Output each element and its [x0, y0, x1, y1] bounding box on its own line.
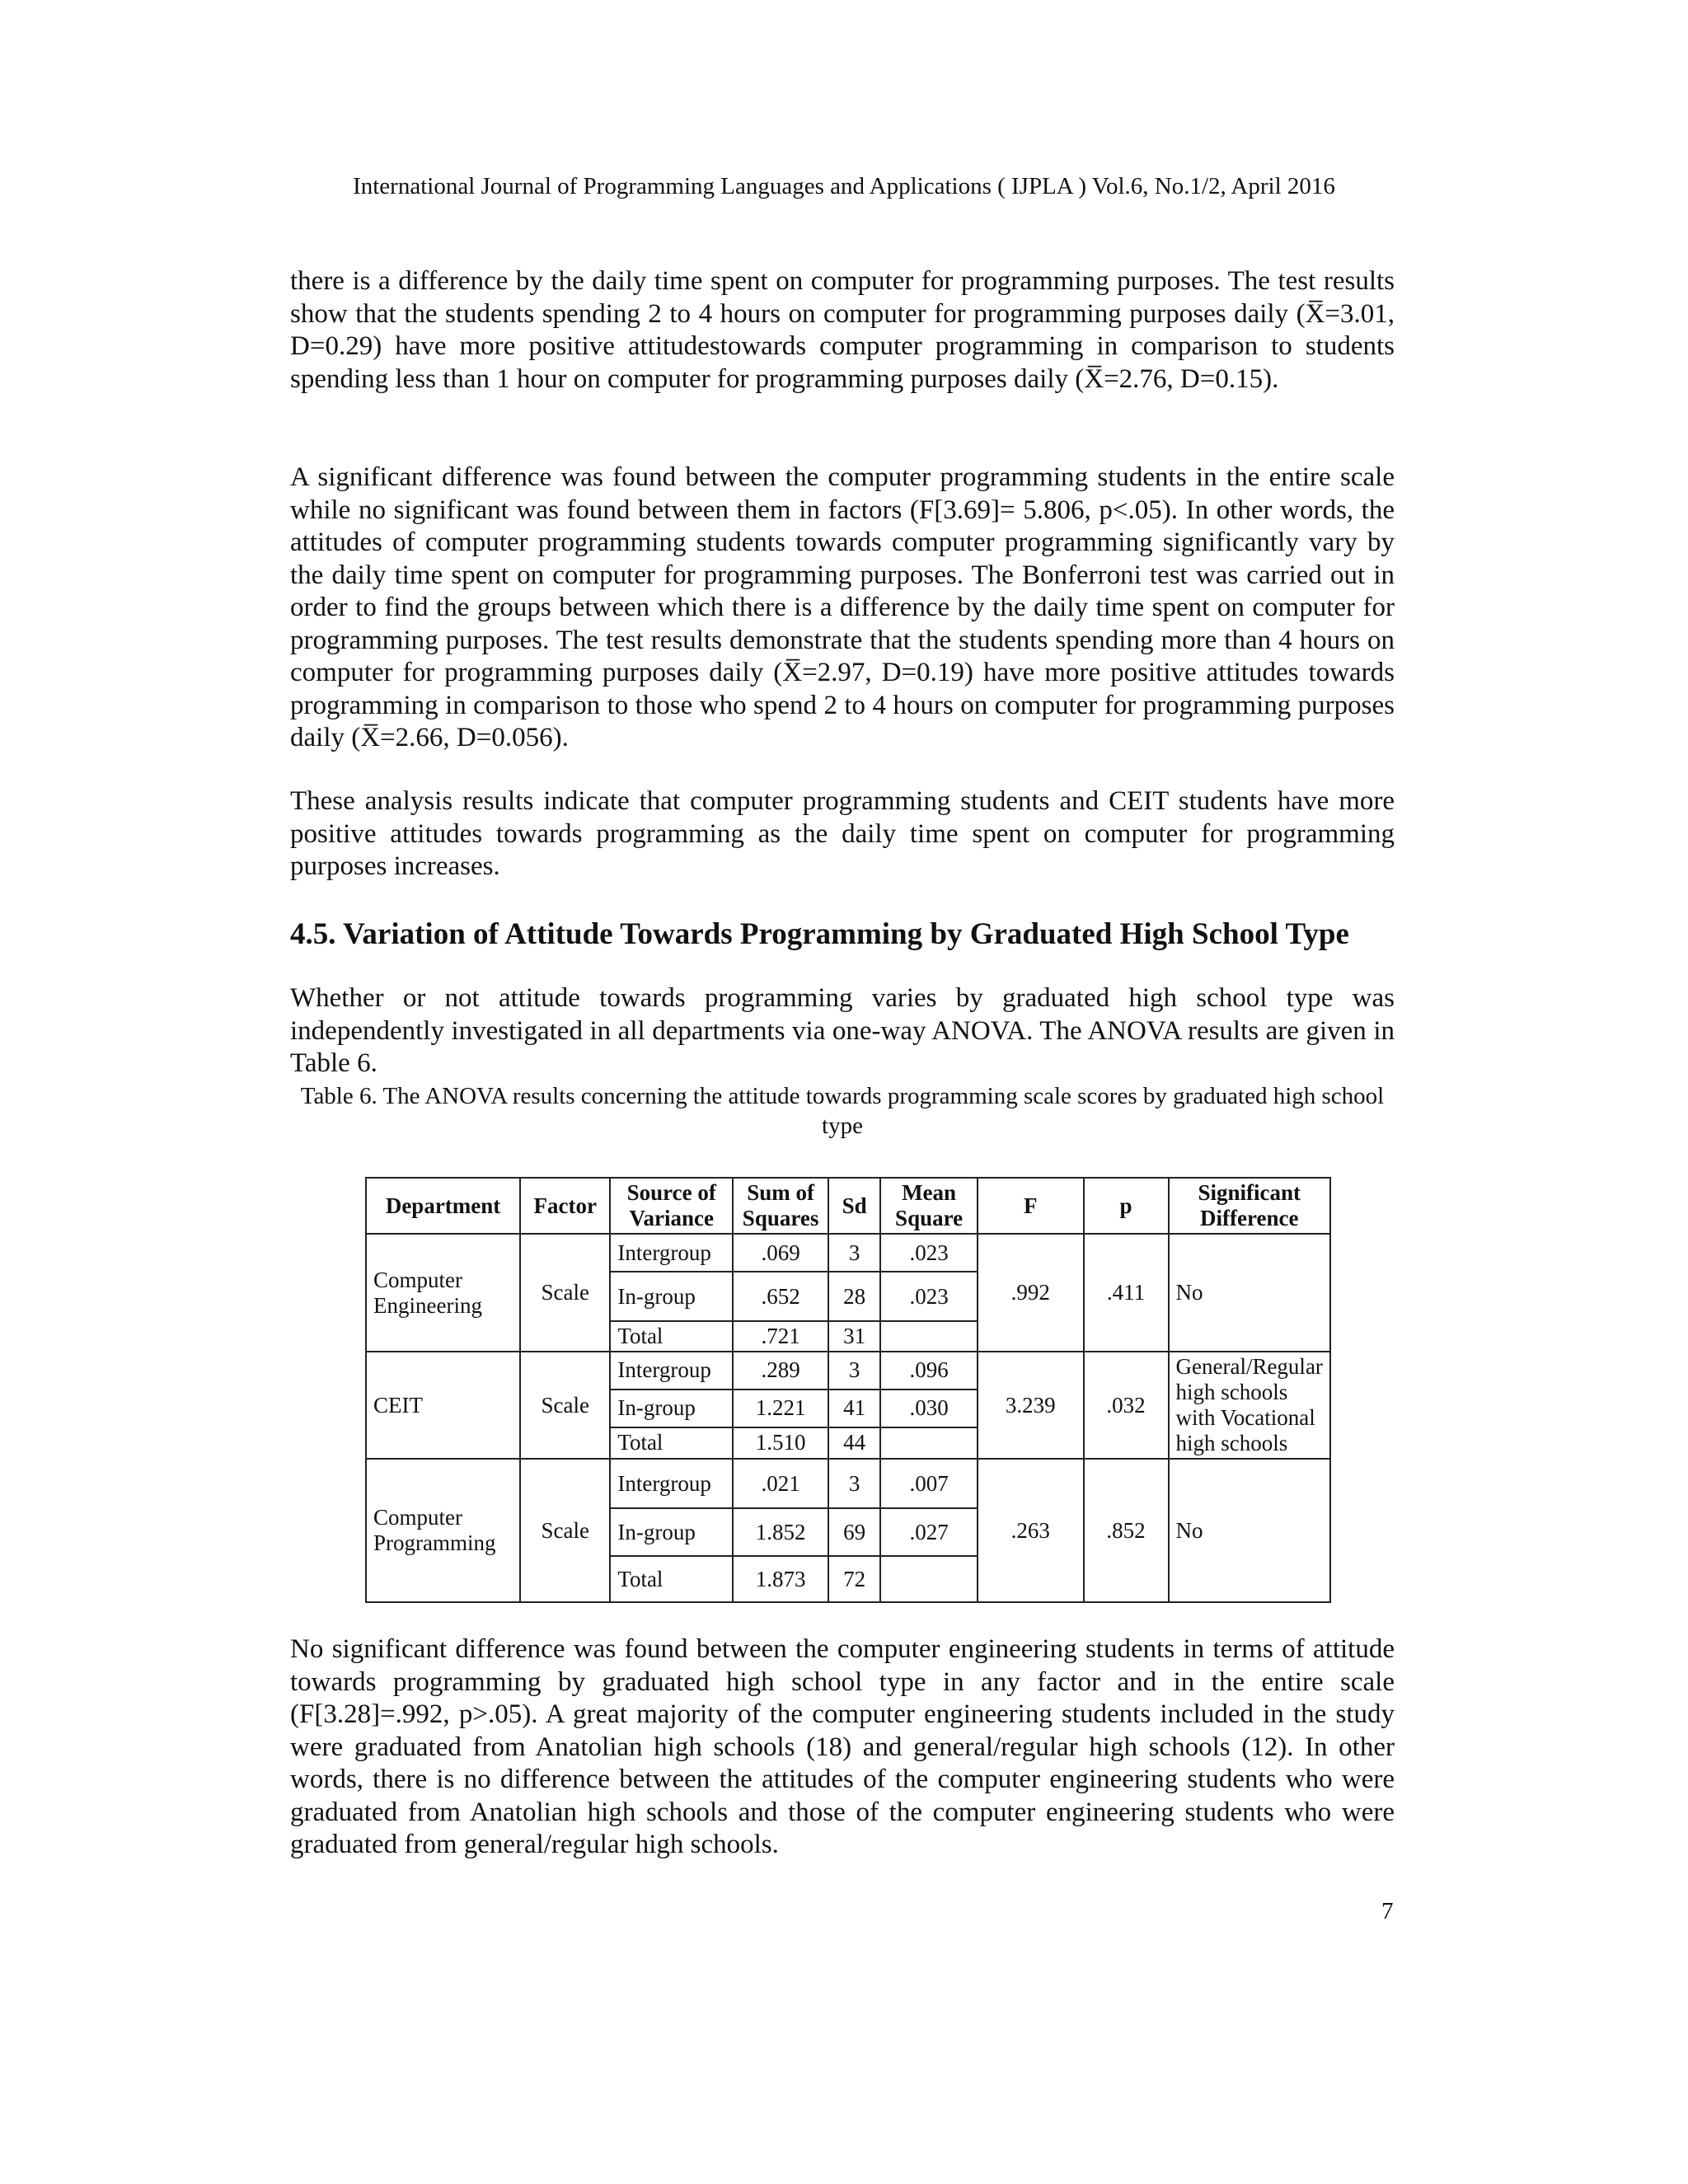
sd-cell: 44 — [828, 1427, 880, 1460]
sd-cell: 31 — [828, 1321, 880, 1352]
table-row — [366, 1234, 1330, 1272]
ss-cell: 1.221 — [733, 1390, 828, 1427]
anova-table — [365, 1177, 1331, 1603]
ss-cell: .721 — [733, 1321, 828, 1352]
f-cell: .263 — [978, 1459, 1084, 1602]
ss-cell: 1.873 — [733, 1556, 828, 1602]
header-department: Department — [366, 1178, 520, 1234]
table-header-row — [366, 1178, 1330, 1234]
ms-cell: .023 — [880, 1272, 978, 1321]
paragraph-4: Whether or not attitude towards programming varies by graduated high school type was independently investigated in all departments via one-way ANOVA. The ANOVA results are given in Table 6. — [290, 983, 1395, 1078]
ms-cell: .096 — [880, 1352, 978, 1390]
factor-cell: Scale — [520, 1352, 610, 1459]
source-cell: Intergroup — [610, 1234, 733, 1272]
significant-cell: General/Regular high schools with Vocational high schools — [1169, 1352, 1331, 1459]
significant-cell: No — [1169, 1459, 1331, 1602]
f-cell: .992 — [978, 1234, 1084, 1352]
source-cell: In-group — [610, 1272, 733, 1321]
f-cell: 3.239 — [978, 1352, 1084, 1459]
p-cell: .032 — [1084, 1352, 1169, 1459]
ss-cell: 1.510 — [733, 1427, 828, 1460]
section-heading: 4.5. Variation of Attitude Towards Programming by Graduated High School Type — [290, 917, 1349, 951]
source-cell: Total — [610, 1556, 733, 1602]
ms-cell: .007 — [880, 1459, 978, 1508]
sd-cell: 41 — [828, 1390, 880, 1427]
running-header: International Journal of Programming Languages and Applications ( IJPLA ) Vol.6, No.1/2, April 2016 — [353, 173, 1335, 199]
sd-cell: 72 — [828, 1556, 880, 1602]
p-cell: .411 — [1084, 1234, 1169, 1352]
header-significant: Significant Difference — [1169, 1178, 1331, 1234]
header-sd: Sd — [828, 1178, 880, 1234]
department-cell: CEIT — [366, 1352, 520, 1459]
paragraph-1: there is a difference by the daily time spent on computer for programming purposes. The test results show that the students spending 2 to 4 hours on computer for programming purposes daily (X̅=3.01, D=0.29) have more positive attitudestowards computer programming in comparison to students spending less than 1 hour on computer for programming purposes daily (X̅=2.76, D=0.15). — [290, 266, 1395, 394]
paragraph-2: A significant difference was found between the computer programming students in the entire scale while no significant was found between them in factors (F[3.69]= 5.806, p<.05). In other words, the attitudes of computer programming students towards computer programming significantly vary by the daily time spent on computer for programming purposes. The Bonferroni test was carried out in order to find the groups between which there is a difference by the daily time spent on computer for programming purposes. The test results demonstrate that the students spending more than 4 hours on computer for programming purposes daily (X̅=2.97, D=0.19) have more positive attitudes towards programming in comparison to those who spend 2 to 4 hours on computer for programming purposes daily (X̅=2.66, D=0.056). — [290, 462, 1395, 752]
source-cell: Total — [610, 1427, 733, 1460]
ss-cell: .289 — [733, 1352, 828, 1390]
sd-cell: 3 — [828, 1459, 880, 1508]
significant-cell: No — [1169, 1234, 1331, 1352]
paragraph-3: These analysis results indicate that computer programming students and CEIT students have more positive attitudes towards programming as the daily time spent on computer for programming purposes increases. — [290, 786, 1395, 881]
table-row — [366, 1459, 1330, 1508]
header-p: p — [1084, 1178, 1169, 1234]
ss-cell: .652 — [733, 1272, 828, 1321]
header-sum-of-squares: Sum of Squares — [733, 1178, 828, 1234]
sd-cell: 69 — [828, 1508, 880, 1556]
source-cell: Total — [610, 1321, 733, 1352]
department-cell: Computer Programming — [366, 1459, 520, 1602]
factor-cell: Scale — [520, 1459, 610, 1602]
ms-cell: .027 — [880, 1508, 978, 1556]
ms-cell: .023 — [880, 1234, 978, 1272]
p-cell: .852 — [1084, 1459, 1169, 1602]
table-row — [366, 1352, 1330, 1390]
source-cell: Intergroup — [610, 1459, 733, 1508]
header-f: F — [978, 1178, 1084, 1234]
header-mean-square: Mean Square — [880, 1178, 978, 1234]
ms-cell — [880, 1321, 978, 1352]
ss-cell: .069 — [733, 1234, 828, 1272]
header-source: Source of Variance — [610, 1178, 733, 1234]
factor-cell: Scale — [520, 1234, 610, 1352]
sd-cell: 3 — [828, 1234, 880, 1272]
sd-cell: 3 — [828, 1352, 880, 1390]
table-caption: Table 6. The ANOVA results concerning the attitude towards programming scale scores by graduated high school type — [300, 1083, 1385, 1139]
source-cell: In-group — [610, 1508, 733, 1556]
ss-cell: 1.852 — [733, 1508, 828, 1556]
source-cell: In-group — [610, 1390, 733, 1427]
page-number: 7 — [1381, 1898, 1394, 1924]
header-factor: Factor — [520, 1178, 610, 1234]
department-cell: Computer Engineering — [366, 1234, 520, 1352]
paragraph-5: No significant difference was found between the computer engineering students in terms of attitude towards programming by graduated high school type in any factor and in the entire scale (F[3.28]=.992, p>.05). A great majority of the computer engineering students included in the study were graduated from Anatolian high schools (18) and general/regular high schools (12). In other words, there is no difference between the attitudes of the computer engineering students who were graduated from Anatolian high schools and those of the computer engineering students who were graduated from general/regular high schools. — [290, 1634, 1395, 1859]
ms-cell — [880, 1427, 978, 1460]
ms-cell: .030 — [880, 1390, 978, 1427]
source-cell: Intergroup — [610, 1352, 733, 1390]
ms-cell — [880, 1556, 978, 1602]
ss-cell: .021 — [733, 1459, 828, 1508]
sd-cell: 28 — [828, 1272, 880, 1321]
